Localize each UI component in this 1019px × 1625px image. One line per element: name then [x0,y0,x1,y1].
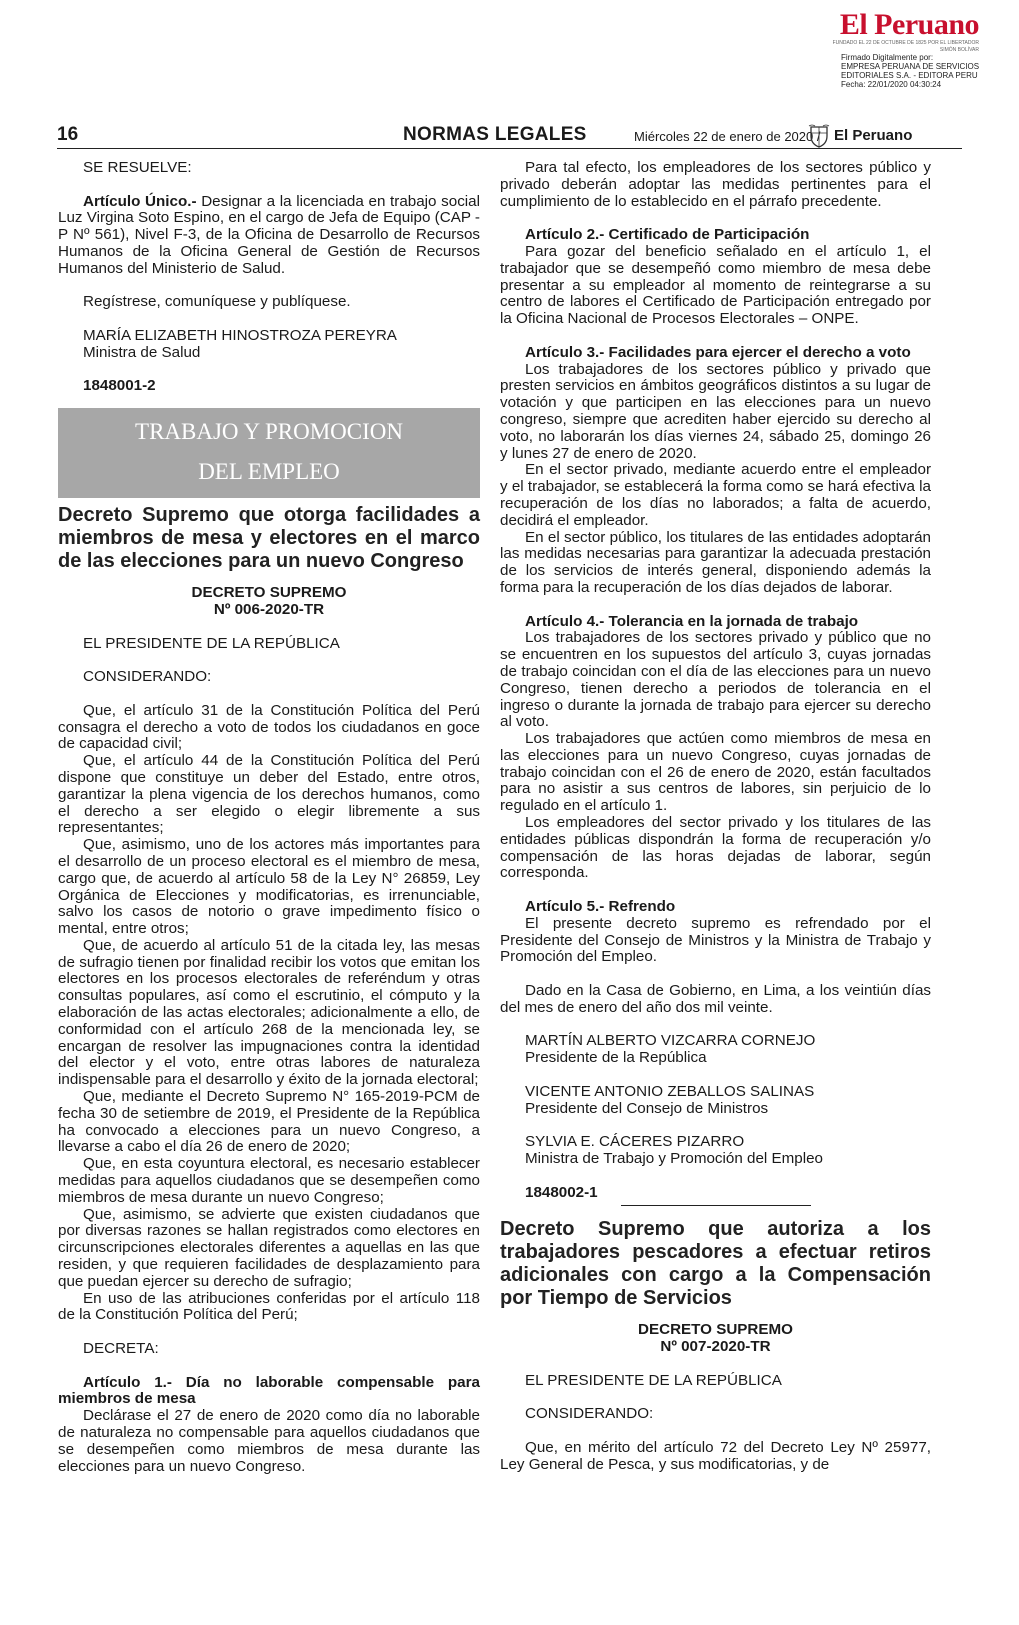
paragraph: En uso de las atribuciones conferidas por el artículo 118 de la Constitución Política del Perú; [58,1289,480,1324]
paragraph: Los trabajadores que actúen como miembros de mesa en las elecciones para un nuevo Congreso, cuyas jornadas de trabajo coincidan con el 26 de enero de 2020, están facultados para no asistir a sus centros de labores, sin perjuicio de lo regulado en el artículo 1. [500,730,931,815]
paragraph: Que, el artículo 44 de la Constitución Política del Perú dispone que constituye un deber del Estado, entre otros, garantizar la plena vigencia de los derechos humanos, como el derecho a ser elegido o elegir libremente a sus representantes; [58,752,480,837]
paragraph: Los empleadores del sector privado y los titulares de las entidades públicas dispondrán la forma de recuperación y/o compensación de las horas dejadas de laborar, según corresponda. [500,814,931,882]
signature-line: Firmado Digitalmente por: [841,53,934,62]
paragraph: Que, el artículo 31 de la Constitución Política del Perú consagra el derecho a voto de todos los ciudadanos en goce de capacidad civil; [58,701,480,753]
signer-role: Ministra de Salud [83,343,201,361]
signer-name: MARTÍN ALBERTO VIZCARRA CORNEJO [525,1032,816,1050]
digital-signature [841,53,991,89]
left-column [58,160,480,1475]
publication-code: 1848001-2 [83,377,156,395]
header-brand: El Peruano [834,127,913,144]
decree-title: Decreto Supremo que autoriza a los trabajadores pescadores a efectuar retiros adicionales con cargo a la Compensación por Tiempo de Servicios [500,1218,931,1310]
article-3-title: Artículo 3.- Facilidades para ejercer el derecho a voto [525,343,911,361]
signer-role: Ministra de Trabajo y Promoción del Empleo [525,1150,823,1168]
signer-name: MARÍA ELIZABETH HINOSTROZA PEREYRA [83,326,397,344]
paragraph: En el sector público, los titulares de las entidades adoptarán las medidas necesarias para garantizar la adecuada prestación de los servicios de interés general, disponiendo además la forma para la recuperación de los días dejados de laborar. [500,528,931,596]
se-resuelve: SE RESUELVE: [83,159,192,176]
paragraph: Que, asimismo, se advierte que existen ciudadanos que por diversas razones se hallan registrados como electores en circunscripciones electorales diferentes a aquellas en las que residen, y que requieren facilidades de desplazamiento para que puedan ejercer su derecho de sufragio; [58,1205,480,1290]
paragraph: Para tal efecto, los empleadores de los sectores público y privado deberán adoptar las medidas pertinentes para el cumplimiento de lo establecido en el párrafo precedente. [500,159,931,210]
considerando-line: CONSIDERANDO: [83,668,212,686]
decree-number: Nº 006-2020-TR [213,600,325,618]
article-5-text: El presente decreto supremo es refrendado por el Presidente del Consejo de Ministros y la Ministra de Trabajo y Promoción del Empleo. [500,914,931,966]
registrese-line: Regístrese, comuníquese y publíquese. [83,293,351,311]
paragraph: Los trabajadores de los sectores privado y público que no se encuentren en los supuestos del artículo 3, cuyas jornadas de trabajo coincidan con el día de las elecciones para un nuevo Congreso, tienen derecho a periodos de tolerancia en el ingreso o durante la jornada de trabajo para ejercer su derecho al voto. [500,629,931,731]
section-name: NORMAS LEGALES [403,124,587,145]
signature-line: EMPRESA PERUANA DE SERVICIOS [841,62,980,71]
article-1-text: Declárase el 27 de enero de 2020 como día no laborable de naturaleza no compensable para aquellos ciudadanos que se desempeñen como miembros de mesa durante las elecciones para un nuevo Congreso. [58,1407,480,1475]
decreta-line: DECRETA: [83,1340,159,1358]
article-1-title: Artículo 1.- Día no laborable compensable para miembros de mesa [58,1373,480,1408]
publication-code: 1848002-1 [525,1183,598,1201]
signer-role: Presidente de la República [525,1049,707,1067]
presidente-line: EL PRESIDENTE DE LA REPÚBLICA [525,1371,782,1389]
paragraph: Que, en esta coyuntura electoral, es necesario establecer medidas para aquellos ciudadanos que se desempeñen como miembros de mesa durante un nuevo Congreso; [58,1155,480,1206]
el-peruano-logo [829,10,979,54]
right-column [500,160,931,1474]
paragraph: Los trabajadores de los sectores público y privado que presten servicios en ámbitos geográficos distintos a su lugar de votación y que participen en las elecciones para un nuevo congreso, siempre que acrediten haber ejercido su derecho al voto, no laborarán los días viernes 24, sábado 25, domingo 26 y lunes 27 de enero de 2020. [500,360,931,462]
section-banner-line: DEL EMPLEO [198,459,340,485]
coat-of-arms-icon [808,124,830,148]
logo-brand: El Peruano [839,8,979,41]
header-rule [57,148,962,149]
signer-role: Presidente del Consejo de Ministros [525,1099,769,1117]
decree-label: DECRETO SUPREMO [191,584,347,602]
article-text: Designar a la licenciada en trabajo social Luz Virgina Soto Espino, en el cargo de Jefa de Equipo (CAP - P Nº 561), Nivel F-3, de la Oficina de Desarrollo de Recursos Humanos de la Oficina General de Gestión de Recursos Humanos del Ministerio de Salud. [58,192,481,277]
decree-number: Nº 007-2020-TR [660,1338,771,1356]
decree-title: Decreto Supremo que otorga facilidades a miembros de mesa y electores en el marco de las elecciones para un nuevo Congreso [58,504,480,573]
signer-name: SYLVIA E. CÁCERES PIZARRO [525,1133,745,1151]
paragraph: En el sector privado, mediante acuerdo entre el empleador y el trabajador, se establecerá la forma como se hará efectiva la recuperación de los días no laborados; a falta de acuerdo, decidirá el empleador. [500,461,931,529]
paragraph: Que, en mérito del artículo 72 del Decreto Ley Nº 25977, Ley General de Pesca, y sus modificatorias, y de [500,1438,931,1473]
article-5-title: Artículo 5.- Refrendo [525,898,676,916]
article-2-title: Artículo 2.- Certificado de Participación [525,226,810,244]
signature-line: EDITORIALES S.A. - EDITORA PERU [841,71,978,80]
article-2-text: Para gozar del beneficio señalado en el artículo 1, el trabajador que se desempeñó como miembro de mesa debe presentar a su empleador al momento de reintegrarse a su centro de labores el Certificado de Participación entregado por la Oficina Nacional de Procesos Electorales – ONPE. [500,242,931,328]
logo-tagline: FUNDADO EL 22 DE OCTUBRE DE 1825 POR EL LIBERTADOR SIMÓN BOLÍVAR [832,40,979,53]
article-label: Artículo Único.- [83,192,197,210]
page-number: 16 [57,124,79,145]
signer-name: VICENTE ANTONIO ZEBALLOS SALINAS [525,1082,815,1100]
signature-line: Fecha: 22/01/2020 04:30:24 [841,80,942,89]
paragraph: Que, de acuerdo al artículo 51 de la citada ley, las mesas de sufragio tienen por finalidad recibir los votos que emitan los electores en los procesos electorales de referéndum y otras consultas populares, así como el escrutinio, el cómputo y la elaboración de las actas electorales; adicionalmente a ello, de conformidad con el artículo 268 de la mencionada ley, se encargan de resolver las impugnaciones contra la identidad del elector y el voto, entre otras labores de naturaleza indispensable para el desarrollo y éxito de la jornada electoral; [58,936,480,1089]
dado-paragraph: Dado en la Casa de Gobierno, en Lima, a los veintiún días del mes de enero del año dos mil veinte. [500,982,931,1016]
issue-date: Miércoles 22 de enero de 2020 / [634,129,821,144]
presidente-line: EL PRESIDENTE DE LA REPÚBLICA [83,634,340,652]
decree-label: DECRETO SUPREMO [638,1321,793,1339]
paragraph: Que, mediante el Decreto Supremo N° 165-2019-PCM de fecha 30 de setiembre de 2019, el Presidente de la República ha convocado a elecciones para un nuevo Congreso, a llevarse a cabo el día 26 de enero de 2020; [58,1088,480,1156]
section-banner [58,408,480,498]
considerando-line: CONSIDERANDO: [525,1405,654,1423]
article-4-title: Artículo 4.- Tolerancia en la jornada de trabajo [525,612,859,630]
article-unico [58,194,480,278]
section-banner-line: TRABAJO Y PROMOCION [135,419,403,445]
paragraph: Que, asimismo, uno de los actores más importantes para el desarrollo de un proceso electoral es el miembro de mesa, cargo que, de acuerdo al artículo 58 de la Ley N° 26859, Ley Orgánica de Elecciones y modificatorias, es irrenunciable, salvo los casos de notorio o grave impedimento físico o mental, entre otros; [58,836,480,938]
